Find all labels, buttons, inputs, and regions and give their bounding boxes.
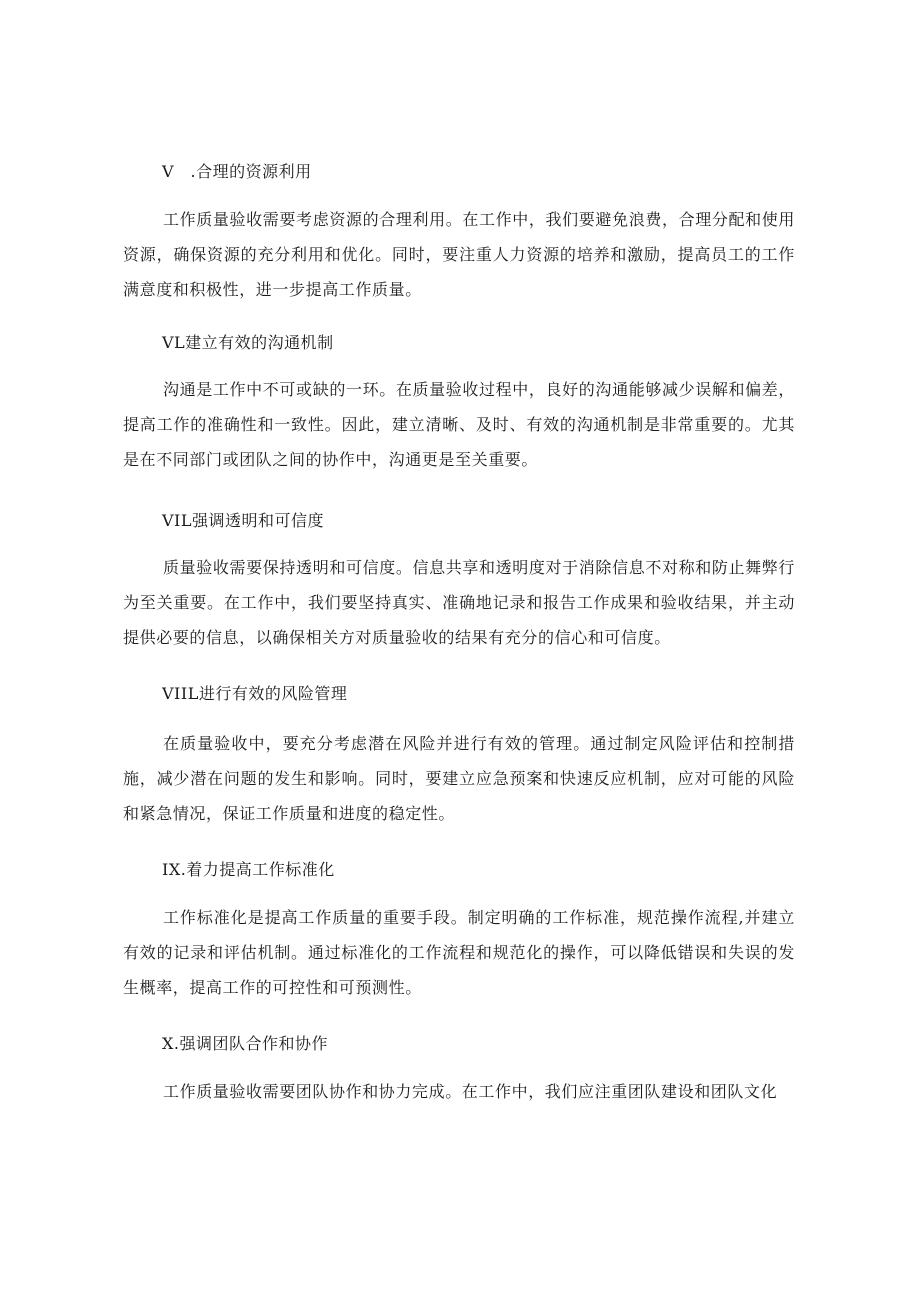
section-paragraph: 工作标准化是提高工作质量的重要手段。制定明确的工作标准，规范操作流程,并建立有效的记录和评估机制。通过标准化的工作流程和规范化的操作，可以降低错误和失误的发生概率，提高工作的可控性和可预测性。 [123,908,795,997]
section-paragraph: 质量验收需要保持透明和可信度。信息共享和透明度对于消除信息不对称和防止舞弊行为至关重要。在工作中，我们要坚持真实、准确地记录和报告工作成果和验收结果，并主动提供必要的信息，以确保相关方对质量验收的结果有充分的信心和可信度。 [123,558,795,647]
section-heading: VIIL进行有效的风险管理 [162,684,348,703]
section-paragraph: 工作质量验收需要考虑资源的合理利用。在工作中，我们要避免浪费，合理分配和使用资源，确保资源的充分利用和优化。同时，要注重人力资源的培养和激励，提高员工的工作满意度和积极性，进一步提高工作质量。 [123,210,795,299]
section-heading: IX.着力提高工作标准化 [162,860,335,879]
section-paragraph: 工作质量验收需要团队协作和协力完成。在工作中，我们应注重团队建设和团队文化 [163,1082,778,1101]
section-paragraph: 沟通是工作中不可或缺的一环。在质量验收过程中，良好的沟通能够减少误解和偏差，提高工作的准确性和一致性。因此，建立清晰、及时、有效的沟通机制是非常重要的。尤其是在不同部门或团队之间的协作中，沟通更是至关重要。 [123,380,795,469]
section-heading: VIL强调透明和可信度 [162,511,325,530]
section-paragraph: 在质量验收中，要充分考虑潜在风险并进行有效的管理。通过制定风险评估和控制措施，减少潜在问题的发生和影响。同时，要建立应急预案和快速反应机制，应对可能的风险和紧急情况，保证工作质量和进度的稳定性。 [123,734,795,823]
section-heading: X.强调团队合作和协作 [162,1034,328,1053]
section-heading: V .合理的资源利用 [162,162,312,181]
section-heading: VL建立有效的沟通机制 [162,333,334,352]
